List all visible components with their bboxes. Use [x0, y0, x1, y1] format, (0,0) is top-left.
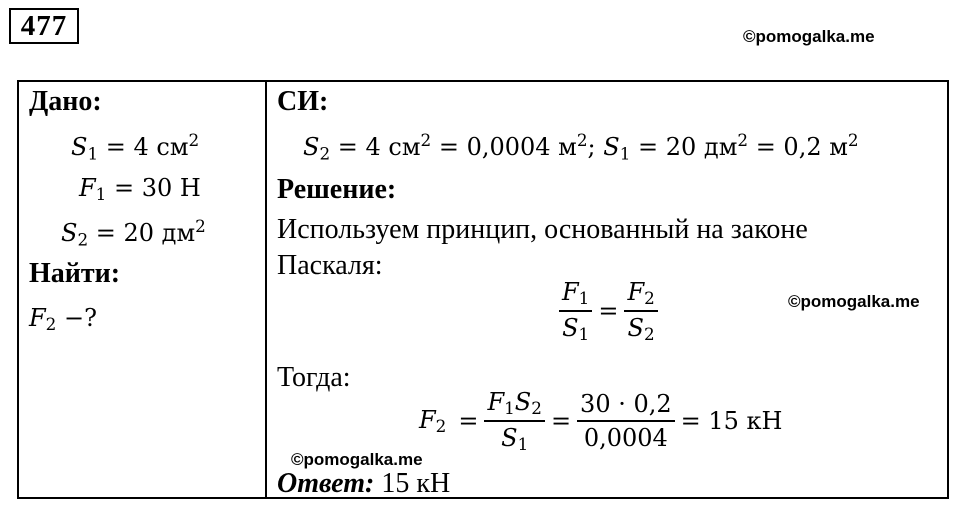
result-fraction-symbolic: $\frac{F_1S_2}{S_1}$ — [484, 388, 544, 454]
find-heading: Найти: — [29, 258, 121, 289]
given-column — [19, 82, 265, 497]
then-label: Тогда: — [277, 362, 351, 393]
given-f1: $F_1 = 30$ Н — [79, 174, 201, 205]
result-formula: $F_2$ = $\frac{F_1S_2}{S_1}$ = $\frac{30 \cdot 0,2}{0,0004}$ = 15 кН — [419, 388, 783, 455]
pascal-left-fraction: $\frac{F_1}{S_1}$ — [559, 278, 592, 344]
pascal-formula: $\frac{F_1}{S_1}$ = $\frac{F_2}{S_2}$ — [559, 278, 658, 344]
answer — [277, 468, 450, 500]
watermark-top: ©pomogalka.me — [743, 27, 875, 46]
solution-text-2: Паскаля: — [277, 250, 383, 281]
si-heading: СИ: — [277, 86, 329, 117]
si-conversion: $S_2 = 4$ $см^2 = 0,0004$ $м^2$; $S_1 = 20$ $дм^2 = 0,2$ $м^2$ — [303, 130, 859, 164]
given-s2: $S_2 = 20$ $дм^2$ — [61, 216, 206, 250]
problem-number: 477 — [9, 8, 79, 44]
pascal-right-fraction: $\frac{F_2}{S_2}$ — [624, 278, 657, 344]
given-s1: $S_1 = 4$ $см^2$ — [71, 130, 200, 164]
answer-value: 15 кН — [374, 468, 451, 499]
result-fraction-numeric: $\frac{30 \cdot 0,2}{0,0004}$ — [577, 390, 675, 452]
solution-text-1: Используем принцип, основанный на законе — [277, 214, 808, 245]
solution-column — [267, 82, 947, 497]
solution-heading: Решение: — [277, 174, 397, 205]
watermark-middle: ©pomogalka.me — [788, 292, 920, 311]
solution-table — [17, 80, 949, 499]
watermark-bottom: ©pomogalka.me — [291, 450, 423, 469]
find-f2: $F_2$ −? — [29, 304, 97, 335]
given-heading: Дано: — [29, 86, 102, 117]
answer-label: Ответ: — [277, 468, 375, 499]
